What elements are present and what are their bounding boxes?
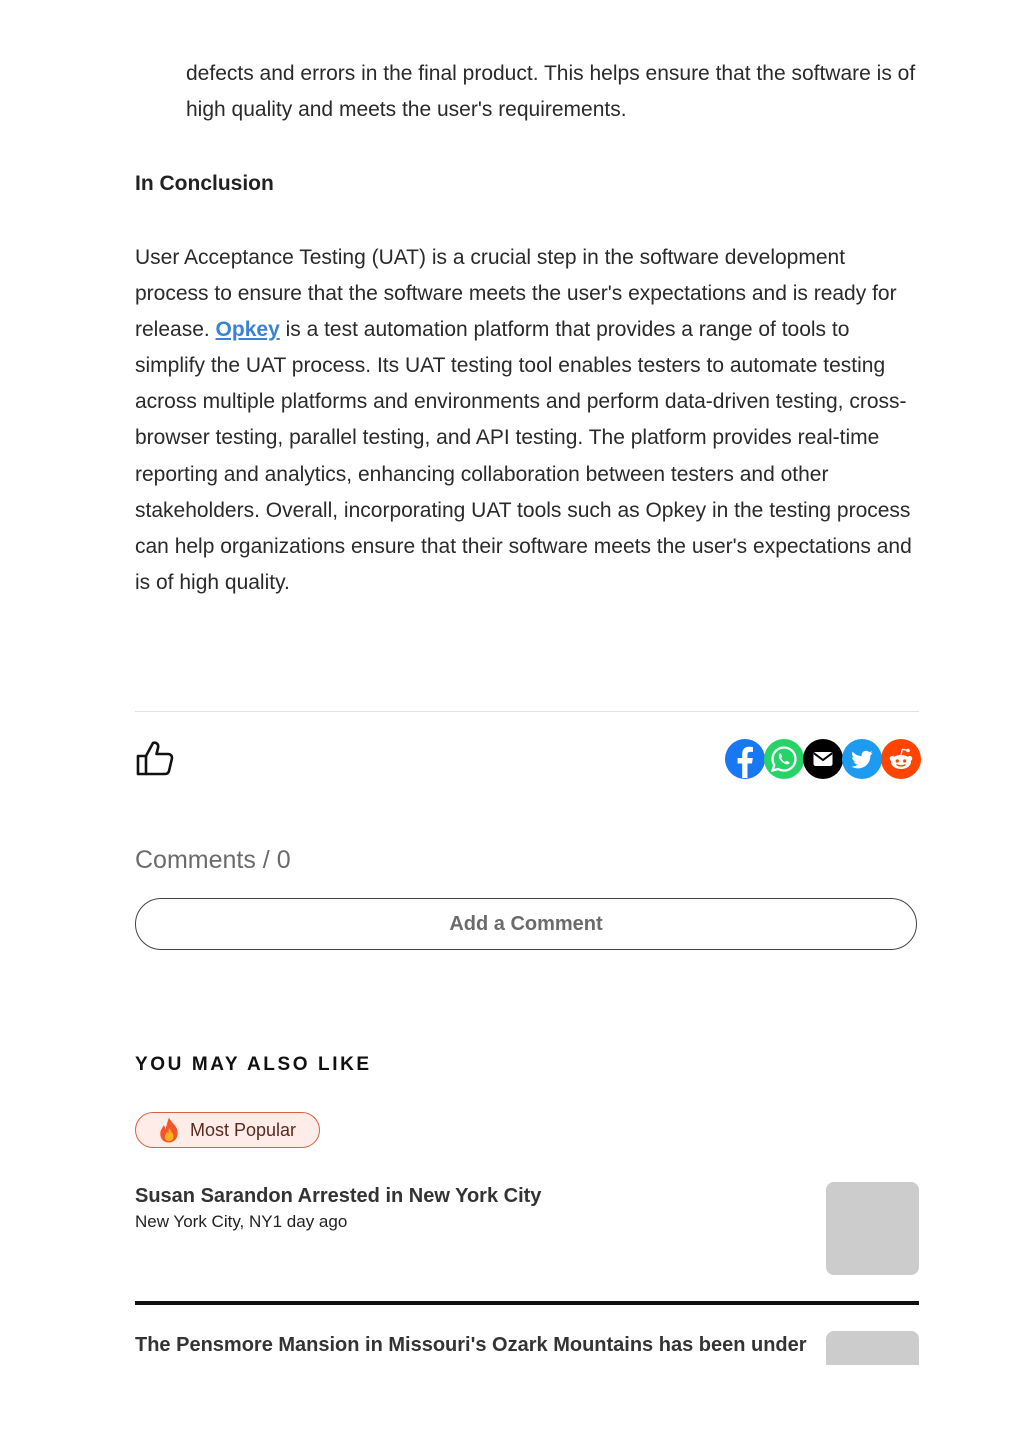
email-share-button[interactable] bbox=[803, 739, 843, 779]
conclusion-text-start: User Acceptance Testing (UAT) is a crucial step in the software development process to ensure that the software meets the user's expectations and is ready for release. bbox=[135, 246, 897, 342]
share-buttons bbox=[725, 739, 921, 779]
most-popular-tag[interactable] bbox=[135, 1112, 320, 1148]
twitter-icon bbox=[842, 739, 882, 779]
conclusion-paragraph bbox=[135, 240, 919, 601]
whatsapp-share-button[interactable] bbox=[764, 739, 804, 779]
most-popular-label: Most Popular bbox=[190, 1119, 297, 1140]
related-story-2[interactable] bbox=[135, 1331, 919, 1359]
facebook-icon bbox=[725, 739, 765, 779]
related-story-meta bbox=[135, 1210, 919, 1234]
related-story-1-thumbnail[interactable] bbox=[826, 1182, 919, 1275]
comments-count-title: Comments / 0 bbox=[135, 846, 291, 874]
conclusion-text-end: is a test automation platform that provides a range of tools to simplify the UAT process. Its UAT testing tool enables testers to automate testing across multiple platforms and environments and perform data-driven testing, cross-browser testing, parallel testing, and API testing. The platform provides real-time reporting and analytics, enhancing collaboration between testers and other stakeholders. Overall, incorporating UAT tools such as Opkey in the testing process can help organizations ensure that their software meets the user's expectations and is of high quality. bbox=[135, 318, 912, 594]
add-comment-button[interactable]: Add a Comment bbox=[135, 898, 917, 950]
reddit-icon bbox=[881, 739, 921, 779]
like-button[interactable] bbox=[135, 740, 175, 776]
story-time: 1 day ago bbox=[272, 1212, 348, 1231]
email-icon bbox=[803, 739, 843, 779]
related-story-title[interactable]: Susan Sarandon Arrested in New York City bbox=[135, 1185, 542, 1207]
facebook-share-button[interactable] bbox=[725, 739, 765, 779]
article-body bbox=[135, 56, 919, 601]
conclusion-heading: In Conclusion bbox=[135, 172, 274, 195]
list-item-tail: defects and errors in the final product. This helps ensure that the software is of high quality and meets the user's requirements. bbox=[186, 62, 916, 121]
twitter-share-button[interactable] bbox=[842, 739, 882, 779]
article-divider bbox=[135, 711, 919, 712]
page-bottom-mask bbox=[0, 1365, 1024, 1449]
whatsapp-icon bbox=[764, 739, 804, 779]
story-separator bbox=[135, 1301, 919, 1305]
opkey-link[interactable]: Opkey bbox=[215, 318, 280, 342]
related-story-1[interactable] bbox=[135, 1182, 919, 1234]
thumbs-up-icon bbox=[135, 740, 175, 776]
fire-icon bbox=[156, 1116, 182, 1144]
story-location: New York City, NY bbox=[135, 1212, 273, 1231]
you-may-also-like-heading: YOU MAY ALSO LIKE bbox=[135, 1054, 372, 1075]
reddit-share-button[interactable] bbox=[881, 739, 921, 779]
related-story-title[interactable]: The Pensmore Mansion in Missouri's Ozark Mountains has been under bbox=[135, 1334, 807, 1356]
